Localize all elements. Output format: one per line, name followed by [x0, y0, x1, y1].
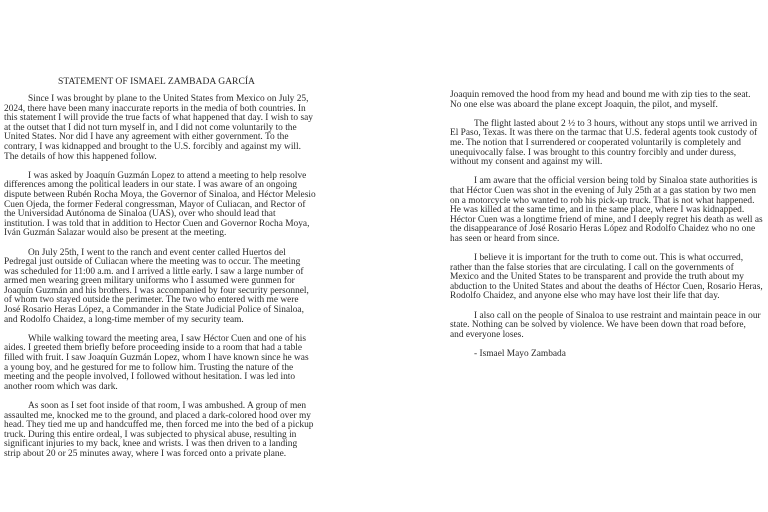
- text-line: Pedregal just outside of Culiacan where the meeting was to occur. The meeting: [4, 257, 301, 268]
- text-line: He was killed at the same time, and in the same place, where I was kidnapped.: [450, 205, 745, 216]
- paragraph: [450, 91, 750, 110]
- text-line: I was asked by Joaquín Guzmán Lopez to attend a meeting to help resolve: [28, 170, 307, 181]
- text-line: the Universidad Autónoma de Sinaloa (UAS), over who should lead that: [4, 209, 276, 220]
- text-line: As soon as I set foot inside of that room, I was ambushed. A group of men: [28, 401, 307, 411]
- text-line: the disappearance of José Rosario Heras López and Rodolfo Chaidez who no one: [450, 224, 756, 235]
- paragraph: [4, 94, 313, 162]
- text-line: assaulted me, knocked me to the ground, and placed a dark-colored hood over my: [4, 410, 311, 421]
- signature-block: [450, 350, 750, 360]
- text-line: 2024, there have been many inaccurate reports in the media of both countries. In: [4, 103, 306, 114]
- text-line: dispute between Rubén Rocha Moya, the Governor of Sinaloa, and Héctor Melesio: [4, 189, 316, 200]
- text-line: Héctor Cuen was a longtime friend of mine, and I deeply regret his death as well as: [450, 214, 763, 225]
- paragraph: [450, 176, 763, 244]
- paragraph: [4, 247, 309, 326]
- text-line: No one else was aboard the plane except Joaquin, the pilot, and myself.: [450, 99, 718, 110]
- text-line: Iván Guzmán Salazar would also be present at the meeting.: [4, 228, 227, 239]
- text-line: The flight lasted about 2 ½ to 3 hours, without any stops until we arrived in: [474, 118, 758, 129]
- document-title: STATEMENT OF ISMAEL ZAMBADA GARCÍA: [58, 76, 255, 87]
- text-line: institution. I was told that in addition to Hector Cuen and Governor Rocha Moya,: [4, 218, 310, 229]
- text-line: Cuen Ojeda, the former Federal congressman, Mayor of Culiacan, and Rector of: [4, 199, 306, 210]
- text-line: at the outset that I did not turn myself in, and I did not come voluntarily to the: [4, 122, 297, 133]
- text-line: Joaquín Guzmán and his brothers. I was accompanied by four security personnel,: [4, 285, 309, 296]
- paragraph: [450, 118, 758, 168]
- text-line: truck. During this entire ordeal, I was subjected to physical abuse, resulting in: [4, 429, 297, 440]
- paragraph: [4, 401, 314, 460]
- text-line: El Paso, Texas. It was there on the tarmac that U.S. federal agents took custody of: [450, 128, 758, 139]
- text-line: contrary, I was kidnapped and brought to the U.S. forcibly and against my will.: [4, 141, 301, 152]
- left-column: [4, 94, 316, 469]
- text-line: that Héctor Cuen was shot in the evening of July 25th at a gas station by two men: [450, 185, 756, 196]
- text-line: state. Nothing can be solved by violence. We have been down that road before,: [450, 320, 746, 331]
- text-line: this statement I will provide the true facts of what happened that day. I wish to say: [4, 113, 313, 124]
- text-line: me. The notion that I surrendered or cooperated voluntarily is completely and: [450, 137, 741, 148]
- text-line: filled with fruit. I saw Joaquín Guzmán Lopez, whom I have known since he was: [4, 353, 309, 364]
- text-line: on a motorcycle who wanted to rob his pick-up truck. That is not what happened.: [450, 195, 755, 206]
- text-line: Rodolfo Chaidez, and anyone else who may have lost their life that day.: [450, 291, 720, 302]
- text-line: abduction to the United States and about the deaths of Héctor Cuen, Rosario Heras,: [450, 281, 763, 292]
- text-line: significant injuries to my back, knee and wrists. I was then driven to a landing: [4, 439, 298, 450]
- text-line: without my consent and against my will.: [450, 157, 603, 168]
- signature: - Ismael Mayo Zambada: [474, 349, 566, 360]
- right-column: [450, 90, 763, 369]
- paragraph: [450, 253, 763, 302]
- text-line: Joaquin removed the hood from my head and bound me with zip ties to the seat.: [450, 90, 751, 100]
- text-line: While walking toward the meeting area, I saw Héctor Cuen and one of his: [28, 333, 307, 344]
- text-line: José Rosario Heras López, a Commander in the State Judicial Police of Sinaloa,: [4, 305, 304, 316]
- text-line: I am aware that the official version being told by Sinaloa state authorities is: [474, 176, 758, 187]
- text-line: I believe it is important for the truth to come out. This is what occurred,: [474, 253, 744, 264]
- text-line: rather than the false stories that are circulating. I call on the governments of: [450, 262, 734, 273]
- text-line: head. They tied me up and handcuffed me, then forced me into the bed of a pickup: [4, 420, 314, 431]
- paragraph: [4, 333, 309, 393]
- text-line: Since I was brought by plane to the United States from Mexico on July 25,: [28, 94, 309, 104]
- text-line: United States. Nor did I have any agreement with either government. To the: [4, 132, 289, 143]
- text-line: armed men wearing green military uniforms who I assumed were gunmen for: [4, 276, 295, 287]
- paragraph: [450, 310, 761, 341]
- text-line: and everyone loses.: [450, 329, 524, 340]
- page-right: [384, 0, 768, 512]
- paragraph: [4, 170, 316, 239]
- text-line: meeting and the people involved, I followed without hesitation. I was led into: [4, 372, 296, 383]
- text-line: aides. I greeted them briefly before proceeding inside to a room that had a table: [4, 343, 303, 354]
- text-line: a young boy, and he gestured for me to follow him. Trusting the nature of the: [4, 362, 294, 373]
- text-line: was scheduled for 11:00 a.m. and I arrived a little early. I saw a large number of: [4, 266, 304, 277]
- text-line: unequivocally false. I was brought to this country forcibly and under duress,: [450, 147, 737, 158]
- text-line: another room which was dark.: [4, 381, 118, 392]
- text-line: has seen or heard from since.: [450, 233, 560, 244]
- text-line: I also call on the people of Sinaloa to use restraint and maintain peace in our: [474, 310, 761, 321]
- text-line: of whom two stayed outside the perimeter. The two who entered with me were: [4, 295, 299, 306]
- text-line: On July 25th, I went to the ranch and event center called Huertos del: [28, 247, 286, 258]
- text-line: The details of how this happened follow.: [4, 151, 157, 162]
- text-line: differences among the political leaders in our state. I was aware of an ongoing: [4, 180, 297, 191]
- text-line: Mexico and the United States to be transparent and provide the truth about my: [450, 272, 744, 283]
- text-line: strip about 20 or 25 minutes away, where I was forced onto a private plane.: [4, 448, 287, 459]
- text-line: and Rodolfo Chaidez, a long-time member of my security team.: [4, 314, 244, 325]
